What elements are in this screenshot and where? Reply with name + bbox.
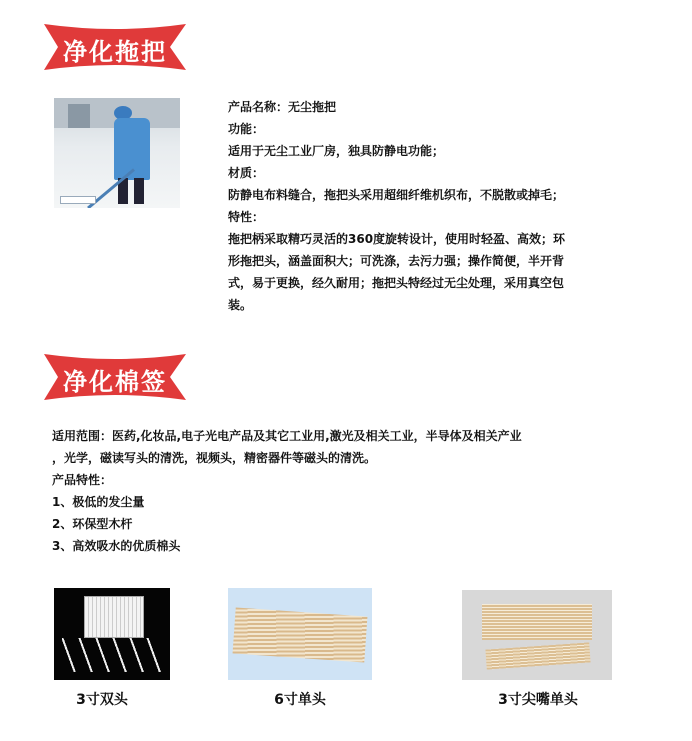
mop-line: 产品名称：无尘拖把: [228, 100, 337, 114]
swab-label-6in-single: 6寸单头: [274, 692, 326, 708]
swab-photo-3in-pointed: [462, 590, 612, 680]
swab-photo-6in-single: [228, 588, 372, 680]
swab-photo-3in-double: [54, 588, 170, 680]
swab-section-title: 净化棉签: [63, 367, 167, 396]
mop-section-title: 净化拖把: [63, 37, 167, 66]
mop-line: 拖把柄采取精巧灵活的360度旋转设计，使用时轻盈、高效；环: [228, 232, 566, 246]
mop-section-banner: [44, 22, 186, 72]
swab-line: ，光学，磁读写头的清洗，视频头，精密器件等磁头的清洗。: [52, 451, 377, 465]
swab-line: 适用范围：医药,化妆品,电子光电产品及其它工业用,激光及相关工业，半导体及相关产业: [52, 429, 522, 443]
swab-label-3in-pointed: 3寸尖嘴单头: [498, 692, 578, 708]
mop-line: 功能：: [228, 122, 265, 136]
swab-label-3in-double: 3寸双头: [76, 692, 128, 708]
mop-line: 防静电布料缝合，拖把头采用超细纤维机织布，不脱散或掉毛；: [228, 188, 565, 202]
mop-line: 材质：: [228, 166, 265, 180]
mop-line: 适用于无尘工业厂房，独具防静电功能；: [228, 144, 445, 158]
mop-line: 特性：: [228, 210, 265, 224]
swab-line: 2、环保型木杆: [52, 517, 133, 531]
mop-line: 形拖把头，涵盖面积大；可洗涤，去污力强；操作简便，半开背: [228, 254, 565, 268]
mop-line: 装。: [228, 298, 253, 312]
swab-line: 产品特性：: [52, 473, 113, 487]
mop-line: 式，易于更换，经久耐用；拖把头特经过无尘处理，采用真空包: [228, 276, 565, 290]
swab-line: 3、高效吸水的优质棉头: [52, 539, 181, 553]
swab-section-banner: [44, 352, 186, 402]
mop-photo: [54, 98, 180, 208]
swab-line: 1、极低的发尘量: [52, 495, 145, 509]
